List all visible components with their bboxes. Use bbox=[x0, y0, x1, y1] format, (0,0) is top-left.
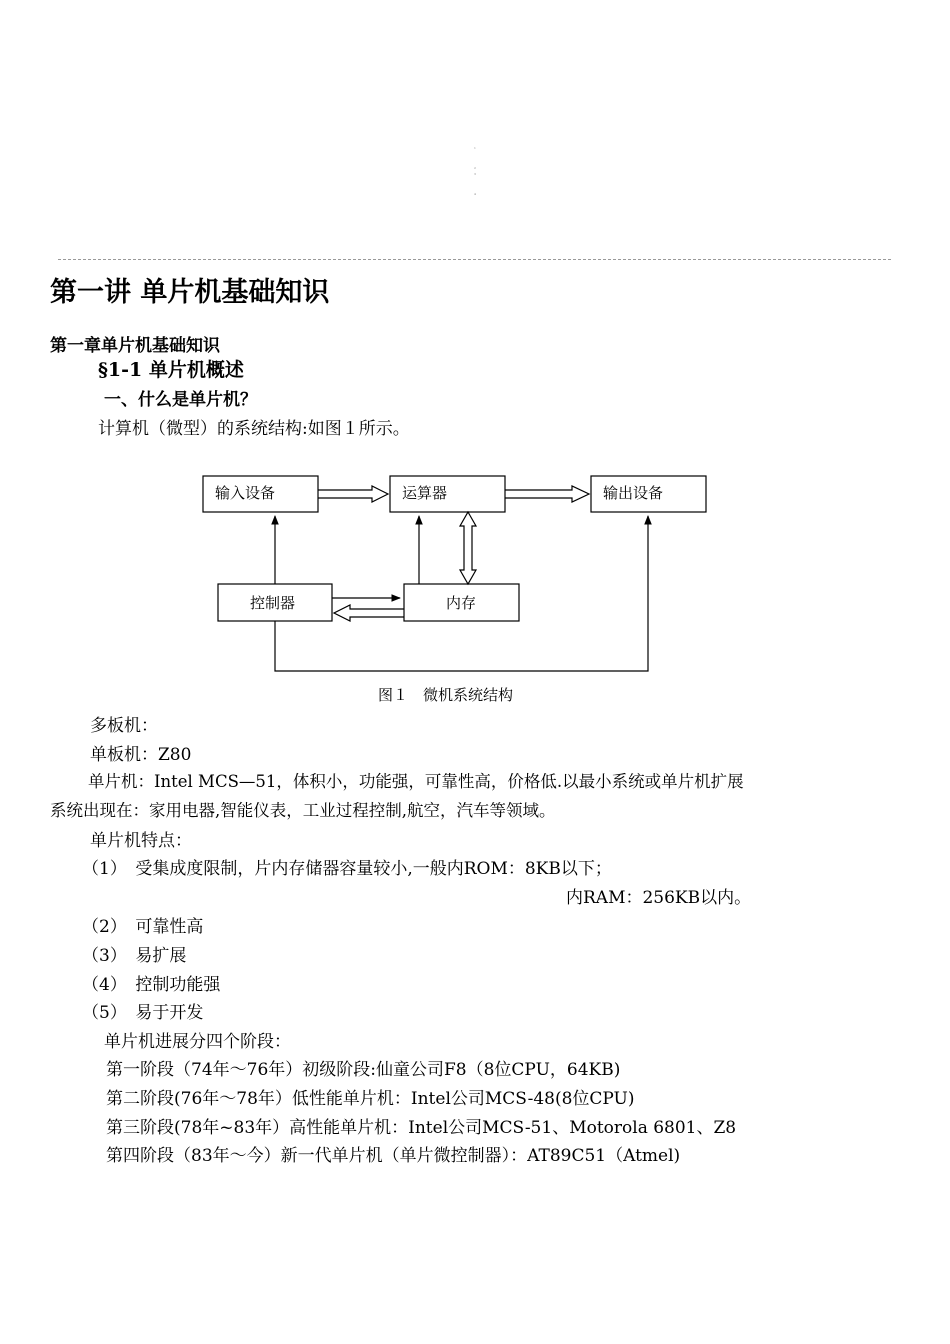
header-mark: 1 bbox=[474, 146, 476, 150]
feature-item: （1） 受集成度限制，片内存储器容量较小,一般内ROM：8KB以下； bbox=[82, 859, 612, 879]
alu-label: 运算器 bbox=[402, 484, 448, 502]
stage-item: 第一阶段（74年～76年）初级阶段:仙童公司F8（8位CPU，64KB) bbox=[106, 1060, 621, 1080]
header-mark: 2 bbox=[474, 166, 476, 170]
stage-item: 第四阶段（83年～今）新一代单片机（单片微控制器）：AT89C51（Atmel) bbox=[106, 1146, 681, 1166]
output-label: 输出设备 bbox=[603, 484, 664, 502]
arrow-memory-controller bbox=[334, 605, 404, 621]
feature-item-continued: 内RAM：256KB以内。 bbox=[566, 888, 752, 908]
section-heading: §1-1 单片机概述 bbox=[98, 359, 244, 381]
page-title: 第一讲 单片机基础知识 bbox=[50, 277, 330, 308]
header-mark: 3 bbox=[474, 172, 476, 176]
features-heading: 单片机特点： bbox=[90, 831, 192, 851]
stages-heading: 单片机进展分四个阶段： bbox=[104, 1032, 291, 1052]
feature-item: （4） 控制功能强 bbox=[82, 975, 221, 995]
feature-item: （5） 易于开发 bbox=[82, 1003, 204, 1023]
arrow-input-alu bbox=[318, 486, 388, 502]
controller-label: 控制器 bbox=[250, 594, 296, 612]
chapter-heading: 第一章单片机基础知识 bbox=[50, 336, 220, 356]
input-label: 输入设备 bbox=[215, 484, 276, 502]
arrow-alu-memory bbox=[460, 512, 476, 584]
mcu-text-line2: 系统出现在：家用电器,智能仪表，工业过程控制,航空，汽车等领域。 bbox=[50, 801, 556, 820]
single-board-text: 单板机：Z80 bbox=[90, 745, 192, 765]
memory-label: 内存 bbox=[446, 594, 477, 612]
arrow-alu-output bbox=[505, 486, 589, 502]
mcu-text-line1: 单片机：Intel MCS—51，体积小，功能强，可靠性高，价格低.以最小系统或单片机扩展 bbox=[88, 772, 744, 791]
subsection-heading: 一、什么是单片机？ bbox=[104, 390, 257, 410]
multi-board-text: 多板机： bbox=[90, 716, 158, 736]
feature-item: （2） 可靠性高 bbox=[82, 917, 204, 937]
header-mark: 4 bbox=[474, 192, 476, 196]
stage-item: 第二阶段(76年～78年）低性能单片机：Intel公司MCS-48(8位CPU) bbox=[106, 1089, 635, 1109]
intro-text: 计算机（微型）的系统结构:如图１所示。 bbox=[98, 419, 410, 439]
feature-item: （3） 易扩展 bbox=[82, 946, 187, 966]
figure-caption: 图１ 微机系统结构 bbox=[378, 686, 514, 704]
stage-item: 第三阶段(78年~83年）高性能单片机：Intel公司MCS-51、Motorola 6801、Z8 bbox=[106, 1118, 737, 1138]
